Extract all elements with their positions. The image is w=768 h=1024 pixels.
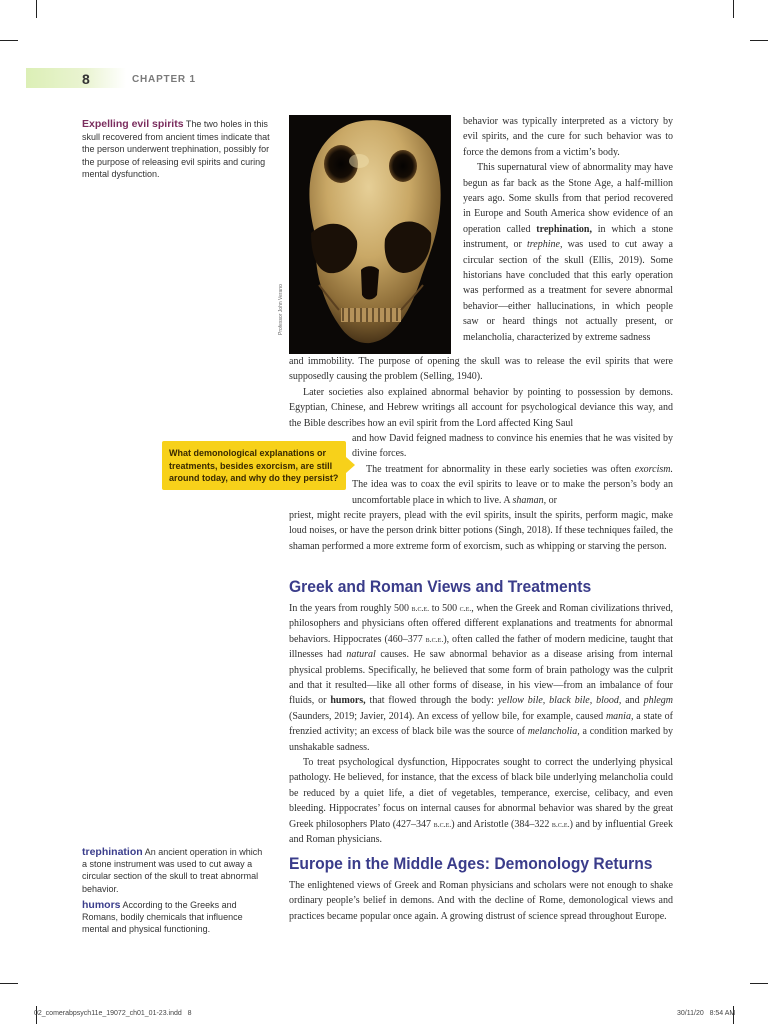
glossary-term: humors — [82, 899, 121, 911]
crop-mark — [733, 0, 734, 18]
callout-pointer — [346, 457, 355, 473]
crop-mark — [750, 983, 768, 984]
caption-title: Expelling evil spirits — [82, 118, 184, 130]
glossary-entry — [82, 846, 268, 895]
column-line: was to force the demons from a victim’s body. — [463, 131, 674, 158]
section-body — [289, 601, 673, 848]
photo-credit: Professor John Verano — [278, 284, 284, 335]
crop-mark — [0, 983, 18, 984]
body-text-block-1 — [289, 354, 673, 431]
glossary-term: trephination — [82, 846, 143, 858]
callout-text: What demonological explanations or treatments, besides exorcism, are still around today, and why do they persist? — [169, 448, 339, 483]
paragraph: To treat psychological dysfunction, Hippocrates sought to correct the underlying physical pathology. He believed, for instance, that the excess of black bile underlying melancholia could be reduced by a quiet life, a diet of vegetables, temperance, exercise, celibacy, and even bleeding. Hippocrates’ focus on internal causes for abnormal behavior was shared by the great Greek philosophers Plato (427–347 b.c.e.) and Aristotle (384–322 b.c.e.) and by influential Greek and Roman physicians. — [289, 757, 673, 846]
paragraph: and how David feigned madness to convince his enemies that he was visited by divine forces. — [352, 433, 673, 460]
crop-mark — [0, 40, 18, 41]
skull-photo — [289, 115, 451, 354]
crop-mark — [36, 0, 37, 18]
file-slug: 02_comerabpsych11e_19072_ch01_01-23.indd 8 — [34, 1010, 192, 1017]
figure-caption — [82, 118, 282, 181]
section-heading: Greek and Roman Views and Treatments — [289, 577, 592, 596]
glossary-definition: According to the Greeks and Romans, bodily chemicals that influence mental and physical functioning. — [82, 900, 243, 935]
glossary-entry — [82, 899, 268, 936]
chapter-header-bar — [26, 68, 126, 88]
paragraph: Later societies also explained abnormal behavior by pointing to possession by demons. Egyptian, Chinese, and Hebrew writings all account for psychological deviance this way, and the Bible describes how an evil spirit from the Lord affected King Saul — [289, 386, 673, 429]
caption-text: The two holes in this skull recovered from ancient times indicate that the person underwent trephination, possibly for the purpose of releasing evil spirits and curing mental dysfunction. — [82, 119, 270, 179]
column-paragraph-1 — [463, 114, 673, 160]
crop-mark — [750, 40, 768, 41]
section-body — [289, 878, 673, 924]
body-text-block-3 — [289, 508, 673, 554]
paragraph: and immobility. The purpose of opening the skull was to release the evil spirits that were supposedly causing the problem (Selling, 1940). — [289, 356, 673, 383]
column-text — [463, 114, 673, 345]
paragraph: In the years from roughly 500 b.c.e. to 500 c.e., when the Greek and Roman civilizations thrived, philosophers and physicians often offered different explanations and treatments for abnormal behaviors. Hippocrates (460–377 b.c.e.), often called the father of modern medicine, taught that illnesses had natural causes. He saw abnormal behavior as a disease arising from internal physical problems. Specifically, he believed that some form of brain pathology was the culprit and that it resulted—like all other forms of disease, in his view—from an imbalance of four fluids, or humors, that flowed through the body: yellow bile, black bile, blood, and phlegm (Saunders, 2019; Javier, 2014). An excess of yellow bile, for example, caused mania, a state of frenzied activity; an excess of black bile was the source of melancholia, a condition marked by unshakable sadness. — [289, 603, 674, 753]
column-paragraph-2: This supernatural view of abnormality may have begun as far back as the Stone Age, a half-million years ago. Some skulls from that period recovered in Europe and South America show evidence of an operation called trephination, in which a stone instrument, or trephine, was used to cut away a circular section of the skull (Ellis, 2019). Some historians have concluded that this early operation was performed as a treatment for severe abnormal behavior—either hallucinations, in which people saw or heard things not actually present, or melancholia, characterized by extreme sadness — [463, 162, 673, 343]
paragraph: priest, might recite prayers, plead with the evil spirits, insult the spirits, perform magic, make loud noises, or have the person drink bitter potions (Singh, 2018). If these techniques failed, the shaman performed a more extreme form of exorcism, such as whipping or starving the person. — [289, 510, 673, 552]
paragraph: The enlightened views of Greek and Roman physicians and scholars were not enough to shake ordinary people’s belief in demons. And with the decline of Rome, demonological views and practices became popular once again. A growing distrust of science spread throughout Europe. — [289, 880, 673, 922]
column-line: behavior was typically interpreted as a victory — [463, 116, 659, 127]
column-line: by evil spirits, and the cure for such behavior — [463, 116, 673, 143]
body-text-block-2 — [352, 431, 673, 508]
chapter-label: CHAPTER 1 — [132, 74, 196, 85]
section-heading: Europe in the Middle Ages: Demonology Returns — [289, 854, 653, 873]
glossary-definition: An ancient operation in which a stone instrument was used to cut away a circular section of the skull to treat abnormal behavior. — [82, 847, 263, 894]
timestamp-slug: 30/11/20 8:54 AM — [677, 1010, 736, 1017]
page-number: 8 — [82, 71, 90, 87]
paragraph: The treatment for abnormality in these early societies was often exorcism. The idea was to coax the evil spirits to leave or to make the person’s body an uncomfortable place in which to live. A shaman, or — [352, 463, 673, 506]
